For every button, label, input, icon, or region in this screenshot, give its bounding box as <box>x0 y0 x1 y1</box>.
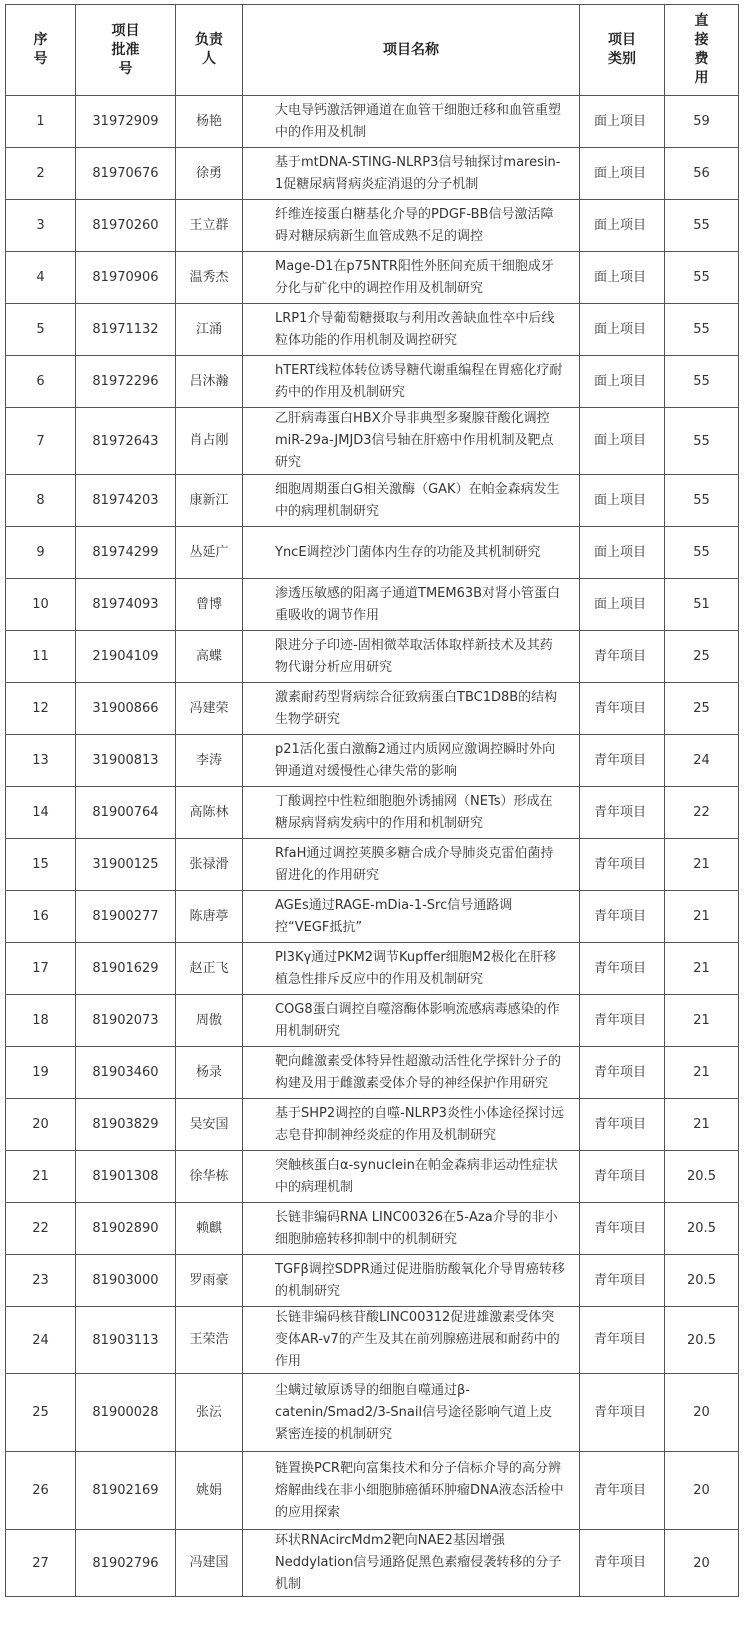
row-project-name: hTERT线粒体转位诱导糖代谢重编程在胃癌化疗耐药中的作用及机制研究 <box>243 356 580 408</box>
table-row <box>6 891 739 943</box>
row-direct-fee: 55 <box>665 527 739 579</box>
row-project-name: 长链非编码RNA LINC00326在5-Aza介导的非小细胞肺癌转移抑制中的机制研究 <box>243 1203 580 1255</box>
row-project-type: 青年项目 <box>580 839 665 891</box>
row-person: 罗雨豪 <box>176 1255 243 1307</box>
row-person: 吕沐瀚 <box>176 356 243 408</box>
row-person: 王立群 <box>176 200 243 252</box>
row-direct-fee: 20.5 <box>665 1307 739 1374</box>
row-direct-fee: 24 <box>665 735 739 787</box>
row-index: 27 <box>6 1530 76 1597</box>
table-row <box>6 1307 739 1374</box>
row-person: 周傲 <box>176 995 243 1047</box>
row-project-name: 环状RNAcircMdm2靶向NAE2基因增强Neddylation信号通路促黑色素瘤侵袭转移的分子机制 <box>243 1530 580 1597</box>
row-index: 7 <box>6 408 76 475</box>
row-approval-no: 81901308 <box>76 1151 176 1203</box>
row-index: 1 <box>6 96 76 148</box>
row-approval-no: 81974203 <box>76 475 176 527</box>
row-project-name: 链置换PCR靶向富集技术和分子信标介导的高分辨熔解曲线在非小细胞肺癌循环肿瘤DNA液态活检中的应用探索 <box>243 1452 580 1530</box>
row-project-name: TGFβ调控SDPR通过促进脂肪酸氧化介导胃癌转移的机制研究 <box>243 1255 580 1307</box>
row-index: 18 <box>6 995 76 1047</box>
row-index: 10 <box>6 579 76 631</box>
row-direct-fee: 51 <box>665 579 739 631</box>
table-row <box>6 148 739 200</box>
row-index: 16 <box>6 891 76 943</box>
row-project-type: 面上项目 <box>580 148 665 200</box>
row-person: 姚娟 <box>176 1452 243 1530</box>
row-person: 温秀杰 <box>176 252 243 304</box>
row-index: 6 <box>6 356 76 408</box>
row-person: 吴安国 <box>176 1099 243 1151</box>
row-project-name: 丁酸调控中性粒细胞胞外诱捕网（NETs）形成在糖尿病肾病发病中的作用和机制研究 <box>243 787 580 839</box>
row-project-name: AGEs通过RAGE-mDia-1-Src信号通路调控“VEGF抵抗” <box>243 891 580 943</box>
row-person: 丛延广 <box>176 527 243 579</box>
row-project-type: 青年项目 <box>580 995 665 1047</box>
row-approval-no: 81974093 <box>76 579 176 631</box>
row-index: 12 <box>6 683 76 735</box>
row-project-type: 面上项目 <box>580 200 665 252</box>
row-approval-no: 81903000 <box>76 1255 176 1307</box>
row-project-type: 面上项目 <box>580 96 665 148</box>
row-project-name: 突触核蛋白α-synuclein在帕金森病非运动性症状中的病理机制 <box>243 1151 580 1203</box>
header-approval-no: 项目批准号 <box>76 5 176 96</box>
row-direct-fee: 25 <box>665 631 739 683</box>
row-direct-fee: 20 <box>665 1530 739 1597</box>
row-direct-fee: 21 <box>665 891 739 943</box>
row-direct-fee: 21 <box>665 943 739 995</box>
table-row <box>6 943 739 995</box>
row-project-name: 渗透压敏感的阳离子通道TMEM63B对肾小管蛋白重吸收的调节作用 <box>243 579 580 631</box>
table-row <box>6 839 739 891</box>
row-person: 陈唐葶 <box>176 891 243 943</box>
row-project-name: 长链非编码核苷酸LINC00312促进雄激素受体突变体AR-v7的产生及其在前列腺癌进展和耐药中的作用 <box>243 1307 580 1374</box>
row-index: 2 <box>6 148 76 200</box>
row-project-type: 青年项目 <box>580 1255 665 1307</box>
row-index: 25 <box>6 1374 76 1452</box>
row-direct-fee: 55 <box>665 304 739 356</box>
table-row <box>6 995 739 1047</box>
row-index: 21 <box>6 1151 76 1203</box>
row-direct-fee: 20.5 <box>665 1255 739 1307</box>
row-index: 22 <box>6 1203 76 1255</box>
row-project-type: 青年项目 <box>580 891 665 943</box>
table-row <box>6 527 739 579</box>
table-body <box>6 96 739 1597</box>
row-project-name: RfaH通过调控荚膜多糖合成介导肺炎克雷伯菌持留进化的作用研究 <box>243 839 580 891</box>
row-index: 5 <box>6 304 76 356</box>
row-project-type: 面上项目 <box>580 408 665 475</box>
row-project-type: 青年项目 <box>580 1307 665 1374</box>
row-approval-no: 81900764 <box>76 787 176 839</box>
row-project-type: 青年项目 <box>580 1530 665 1597</box>
header-person: 负责人 <box>176 5 243 96</box>
table-row <box>6 683 739 735</box>
row-approval-no: 81903829 <box>76 1099 176 1151</box>
row-project-type: 面上项目 <box>580 356 665 408</box>
table-row <box>6 252 739 304</box>
row-person: 康新江 <box>176 475 243 527</box>
table-row <box>6 787 739 839</box>
row-index: 15 <box>6 839 76 891</box>
row-index: 3 <box>6 200 76 252</box>
row-approval-no: 81903460 <box>76 1047 176 1099</box>
row-project-type: 青年项目 <box>580 683 665 735</box>
table-row <box>6 475 739 527</box>
table-row <box>6 1452 739 1530</box>
row-direct-fee: 55 <box>665 408 739 475</box>
row-project-type: 面上项目 <box>580 527 665 579</box>
row-project-name: 激素耐药型肾病综合征致病蛋白TBC1D8B的结构生物学研究 <box>243 683 580 735</box>
row-direct-fee: 55 <box>665 200 739 252</box>
row-project-name: 靶向雌激素受体特异性超激动活性化学探针分子的构建及用于雌激素受体介导的神经保护作用研究 <box>243 1047 580 1099</box>
row-approval-no: 81903113 <box>76 1307 176 1374</box>
row-approval-no: 31900866 <box>76 683 176 735</box>
table-row <box>6 631 739 683</box>
row-project-name: PI3Kγ通过PKM2调节Kupffer细胞M2极化在肝移植急性排斥反应中的作用及机制研究 <box>243 943 580 995</box>
row-project-type: 青年项目 <box>580 943 665 995</box>
row-index: 4 <box>6 252 76 304</box>
row-index: 14 <box>6 787 76 839</box>
row-direct-fee: 55 <box>665 356 739 408</box>
row-project-type: 青年项目 <box>580 1047 665 1099</box>
row-project-name: Mage-D1在p75NTR阳性外胚间充质干细胞成牙分化与矿化中的调控作用及机制研究 <box>243 252 580 304</box>
row-project-type: 青年项目 <box>580 1151 665 1203</box>
row-project-name: 基于SHP2调控的自噬-NLRP3炎性小体途径探讨远志皂苷抑制神经炎症的作用及机制研究 <box>243 1099 580 1151</box>
row-approval-no: 31900813 <box>76 735 176 787</box>
table-row <box>6 1255 739 1307</box>
header-type: 项目类别 <box>580 5 665 96</box>
row-project-name: 细胞周期蛋白G相关激酶（GAK）在帕金森病发生中的病理机制研究 <box>243 475 580 527</box>
table-row <box>6 200 739 252</box>
row-approval-no: 81972643 <box>76 408 176 475</box>
row-approval-no: 81970676 <box>76 148 176 200</box>
row-approval-no: 81902796 <box>76 1530 176 1597</box>
row-person: 张沄 <box>176 1374 243 1452</box>
row-index: 11 <box>6 631 76 683</box>
row-person: 曾博 <box>176 579 243 631</box>
row-direct-fee: 20 <box>665 1452 739 1530</box>
row-index: 17 <box>6 943 76 995</box>
row-person: 赵正飞 <box>176 943 243 995</box>
header-fee: 直接费用 <box>665 5 739 96</box>
row-project-name: 基于mtDNA-STING-NLRP3信号轴探讨maresin-1促糖尿病肾病炎症消退的分子机制 <box>243 148 580 200</box>
row-approval-no: 81902890 <box>76 1203 176 1255</box>
row-direct-fee: 55 <box>665 475 739 527</box>
row-person: 张禄滑 <box>176 839 243 891</box>
row-person: 肖占刚 <box>176 408 243 475</box>
row-project-name: YncE调控沙门菌体内生存的功能及其机制研究 <box>243 527 580 579</box>
header-index: 序号 <box>6 5 76 96</box>
row-person: 江涌 <box>176 304 243 356</box>
row-direct-fee: 59 <box>665 96 739 148</box>
row-project-type: 青年项目 <box>580 735 665 787</box>
row-approval-no: 81902073 <box>76 995 176 1047</box>
row-direct-fee: 21 <box>665 1099 739 1151</box>
row-direct-fee: 20.5 <box>665 1151 739 1203</box>
row-person: 高蝶 <box>176 631 243 683</box>
row-approval-no: 81971132 <box>76 304 176 356</box>
row-approval-no: 81900277 <box>76 891 176 943</box>
row-approval-no: 31900125 <box>76 839 176 891</box>
row-approval-no: 81901629 <box>76 943 176 995</box>
row-project-type: 青年项目 <box>580 1099 665 1151</box>
row-approval-no: 81902169 <box>76 1452 176 1530</box>
row-project-type: 青年项目 <box>580 787 665 839</box>
table-row <box>6 735 739 787</box>
row-project-name: 大电导钙激活钾通道在血管干细胞迁移和血管重塑中的作用及机制 <box>243 96 580 148</box>
row-index: 24 <box>6 1307 76 1374</box>
table-row <box>6 579 739 631</box>
row-person: 王荣浩 <box>176 1307 243 1374</box>
row-index: 9 <box>6 527 76 579</box>
row-approval-no: 81970260 <box>76 200 176 252</box>
row-person: 李涛 <box>176 735 243 787</box>
row-project-name: 纤维连接蛋白糖基化介导的PDGF-BB信号激活障碍对糖尿病新生血管成熟不足的调控 <box>243 200 580 252</box>
row-direct-fee: 25 <box>665 683 739 735</box>
row-project-name: 限进分子印迹-固相微萃取活体取样新技术及其药物代谢分析应用研究 <box>243 631 580 683</box>
row-direct-fee: 20 <box>665 1374 739 1452</box>
row-direct-fee: 22 <box>665 787 739 839</box>
row-approval-no: 81970906 <box>76 252 176 304</box>
row-project-type: 青年项目 <box>580 631 665 683</box>
row-person: 冯建荣 <box>176 683 243 735</box>
table-row <box>6 96 739 148</box>
row-index: 13 <box>6 735 76 787</box>
row-direct-fee: 21 <box>665 995 739 1047</box>
row-person: 杨录 <box>176 1047 243 1099</box>
row-project-type: 青年项目 <box>580 1203 665 1255</box>
row-project-type: 面上项目 <box>580 475 665 527</box>
row-approval-no: 81900028 <box>76 1374 176 1452</box>
row-direct-fee: 20.5 <box>665 1203 739 1255</box>
row-index: 23 <box>6 1255 76 1307</box>
row-person: 高陈林 <box>176 787 243 839</box>
row-project-type: 青年项目 <box>580 1452 665 1530</box>
row-approval-no: 31972909 <box>76 96 176 148</box>
row-person: 徐勇 <box>176 148 243 200</box>
table-row <box>6 1203 739 1255</box>
row-approval-no: 81972296 <box>76 356 176 408</box>
row-index: 26 <box>6 1452 76 1530</box>
table-row <box>6 408 739 475</box>
row-project-type: 青年项目 <box>580 1374 665 1452</box>
row-direct-fee: 55 <box>665 252 739 304</box>
header-name: 项目名称 <box>243 5 580 96</box>
table-row <box>6 1374 739 1452</box>
row-project-name: 尘螨过敏原诱导的细胞自噬通过β-catenin/Smad2/3-Snail信号途径影响气道上皮紧密连接的机制研究 <box>243 1374 580 1452</box>
table-row <box>6 304 739 356</box>
row-person: 冯建国 <box>176 1530 243 1597</box>
row-person: 徐华栋 <box>176 1151 243 1203</box>
row-index: 19 <box>6 1047 76 1099</box>
row-project-name: 乙肝病毒蛋白HBX介导非典型多聚腺苷酸化调控miR-29a-JMJD3信号轴在肝癌中作用机制及靶点研究 <box>243 408 580 475</box>
row-index: 20 <box>6 1099 76 1151</box>
row-project-name: COG8蛋白调控自噬溶酶体影响流感病毒感染的作用机制研究 <box>243 995 580 1047</box>
row-project-name: p21活化蛋白激酶2通过内质网应激调控瞬时外向钾通道对缓慢性心律失常的影响 <box>243 735 580 787</box>
table-row <box>6 1151 739 1203</box>
row-project-name: LRP1介导葡萄糖摄取与利用改善缺血性卒中后线粒体功能的作用机制及调控研究 <box>243 304 580 356</box>
row-direct-fee: 56 <box>665 148 739 200</box>
row-direct-fee: 21 <box>665 839 739 891</box>
row-project-type: 面上项目 <box>580 252 665 304</box>
row-index: 8 <box>6 475 76 527</box>
row-project-type: 面上项目 <box>580 304 665 356</box>
row-person: 杨艳 <box>176 96 243 148</box>
row-approval-no: 81974299 <box>76 527 176 579</box>
row-direct-fee: 21 <box>665 1047 739 1099</box>
table-row <box>6 1099 739 1151</box>
table-row <box>6 1530 739 1597</box>
grant-table <box>5 4 739 1597</box>
header-row <box>6 5 739 96</box>
row-approval-no: 21904109 <box>76 631 176 683</box>
table-row <box>6 1047 739 1099</box>
table-row <box>6 356 739 408</box>
row-project-type: 面上项目 <box>580 579 665 631</box>
row-person: 赖麒 <box>176 1203 243 1255</box>
